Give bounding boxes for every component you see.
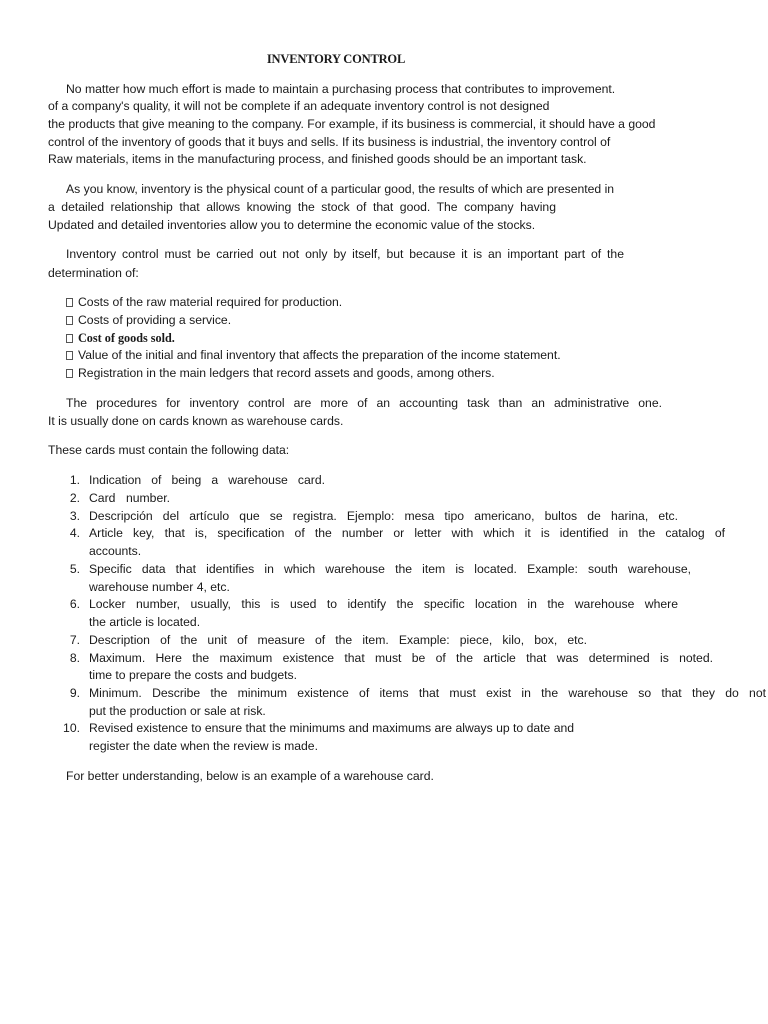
list-item-3-line-1: Descripción del artículo que se registra. Ejemplo: mesa tipo americano, bultos de harina, etc. <box>89 509 678 523</box>
list-item-5-line-1: Specific data that identifies in which warehouse the item is located. Example: south warehouse, <box>89 562 691 576</box>
checkbox-bullet-icon <box>66 369 73 378</box>
paragraph-4-line-2: It is usually done on cards known as warehouse cards. <box>48 414 344 428</box>
paragraph-1-line-2: of a company's quality, it will not be complete if an adequate inventory control is not designed <box>48 99 550 113</box>
list-item-10-line-2: register the date when the review is made. <box>89 739 318 753</box>
list-item-7-line-1: Description of the unit of measure of the item. Example: piece, kilo, box, etc. <box>89 633 587 647</box>
list-number: 10. <box>63 721 80 735</box>
list-number: 6. <box>69 597 80 611</box>
paragraph-1-line-3: the products that give meaning to the company. For example, if its business is commercial, it should have a good <box>48 117 656 131</box>
list-item-4-line-2: accounts. <box>89 544 142 558</box>
list-item-6-line-2: the article is located. <box>89 615 201 629</box>
bullet-item: Registration in the main ledgers that record assets and goods, among others. <box>66 366 495 380</box>
checkbox-bullet-icon <box>66 316 73 325</box>
checkbox-bullet-icon <box>66 298 73 307</box>
list-number: 8. <box>69 651 80 665</box>
paragraph-4-line-1: The procedures for inventory control are more of an accounting task than an administrative one. <box>66 396 662 410</box>
list-item-9-line-1: Minimum. Describe the minimum existence of items that must exist in the warehouse so that they do not <box>89 686 766 700</box>
list-number: 7. <box>69 633 80 647</box>
paragraph-3-line-2: determination of: <box>48 266 139 280</box>
list-item-5-line-2: warehouse number 4, etc. <box>89 580 230 594</box>
bullet-item: Costs of providing a service. <box>66 313 231 327</box>
paragraph-5: These cards must contain the following data: <box>48 443 290 457</box>
list-item-10-line-1: Revised existence to ensure that the minimums and maximums are always up to date and <box>89 721 575 735</box>
list-item-2-line-1: Card number. <box>89 491 170 505</box>
list-number: 4. <box>69 526 80 540</box>
closing-paragraph: For better understanding, below is an example of a warehouse card. <box>66 769 434 783</box>
checkbox-bullet-icon <box>66 334 73 343</box>
list-number: 3. <box>69 509 80 523</box>
list-item-8-line-1: Maximum. Here the maximum existence that must be of the article that was determined is noted. <box>89 651 713 665</box>
list-number: 9. <box>69 686 80 700</box>
paragraph-2-line-3: Updated and detailed inventories allow you to determine the economic value of the stocks. <box>48 218 536 232</box>
list-number: 1. <box>69 473 80 487</box>
bullet-item: Value of the initial and final inventory that affects the preparation of the income statement. <box>66 348 561 362</box>
paragraph-1-line-4: control of the inventory of goods that it buys and sells. If its business is industrial, the inventory control of <box>48 135 611 149</box>
list-item-1-line-1: Indication of being a warehouse card. <box>89 473 325 487</box>
list-number: 2. <box>69 491 80 505</box>
list-item-8-line-2: time to prepare the costs and budgets. <box>89 668 297 682</box>
list-item-4-line-1: Article key, that is, specification of the number or letter with which it is identified in the catalog of <box>89 526 725 540</box>
list-item-9-line-2: put the production or sale at risk. <box>89 704 266 718</box>
document-title: INVENTORY CONTROL <box>266 52 406 66</box>
list-number: 5. <box>69 562 80 576</box>
paragraph-2-line-2: a detailed relationship that allows knowing the stock of that good. The company having <box>48 200 556 214</box>
paragraph-1-line-5: Raw materials, items in the manufacturing process, and finished goods should be an important task. <box>48 152 587 166</box>
paragraph-2-line-1: As you know, inventory is the physical count of a particular good, the results of which are presented in <box>66 182 615 196</box>
bullet-item: Costs of the raw material required for production. <box>66 295 342 309</box>
paragraph-3-line-1: Inventory control must be carried out not only by itself, but because it is an important part of the <box>66 247 624 261</box>
list-item-6-line-1: Locker number, usually, this is used to identify the specific location in the warehouse where <box>89 597 678 611</box>
bullet-item: Cost of goods sold. <box>66 331 175 345</box>
checkbox-bullet-icon <box>66 351 73 360</box>
paragraph-1-line-1: No matter how much effort is made to maintain a purchasing process that contributes to improvement. <box>66 82 616 96</box>
